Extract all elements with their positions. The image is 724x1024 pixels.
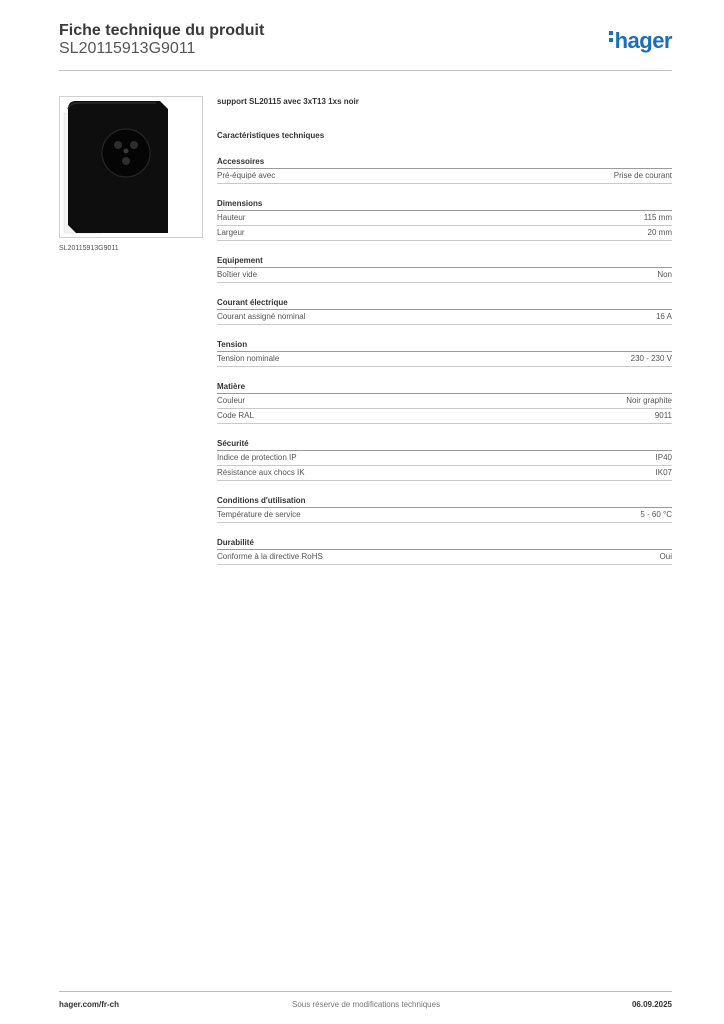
spec-label: Code RAL xyxy=(217,411,254,420)
footer-disclaimer: Sous réserve de modifications techniques xyxy=(292,1000,441,1009)
spec-row xyxy=(217,394,672,409)
spec-row xyxy=(217,310,672,325)
section-title: Accessoires xyxy=(217,156,672,169)
spec-row xyxy=(217,268,672,283)
spec-value: 16 A xyxy=(655,312,672,321)
spec-row xyxy=(217,451,672,466)
spec-row xyxy=(217,352,672,367)
hager-logo xyxy=(609,28,672,54)
spec-label: Couleur xyxy=(217,396,246,405)
spec-label: Hauteur xyxy=(217,213,246,222)
spec-section xyxy=(217,198,672,241)
spec-label: Conforme à la directive RoHS xyxy=(217,552,323,561)
spec-value: Noir graphite xyxy=(626,396,672,405)
spec-section xyxy=(217,339,672,367)
section-title: Sécurité xyxy=(217,438,672,451)
spec-value: 9011 xyxy=(654,411,672,420)
section-title: Dimensions xyxy=(217,198,672,211)
spec-value: Prise de courant xyxy=(613,171,672,180)
spec-section xyxy=(217,438,672,481)
spec-row xyxy=(217,508,672,523)
socket-product-illustration xyxy=(60,97,202,237)
spec-sections xyxy=(217,156,672,565)
section-title: Equipement xyxy=(217,255,672,268)
spec-label: Tension nominale xyxy=(217,354,280,363)
spec-row xyxy=(217,409,672,424)
spec-section xyxy=(217,156,672,184)
spec-value: 20 mm xyxy=(647,228,672,237)
spec-value: IK07 xyxy=(655,468,672,477)
image-caption: SL20115913G9011 xyxy=(59,245,119,252)
spec-value: 5 - 60 °C xyxy=(640,510,672,519)
spec-row xyxy=(217,169,672,184)
product-image xyxy=(59,96,203,238)
footer-website: hager.com/fr-ch xyxy=(59,1000,120,1009)
spec-content xyxy=(217,96,672,565)
footer-date: 06.09.2025 xyxy=(631,1000,672,1009)
logo-text: hager xyxy=(614,28,672,53)
page-title: Fiche technique du produit xyxy=(59,22,265,39)
section-title: Matière xyxy=(217,381,672,394)
spec-section xyxy=(217,381,672,424)
spec-value: Non xyxy=(657,270,672,279)
section-title: Conditions d'utilisation xyxy=(217,495,672,508)
spec-label: Largeur xyxy=(217,228,245,237)
spec-label: Résistance aux chocs IK xyxy=(217,468,305,477)
spec-section xyxy=(217,255,672,283)
page-footer xyxy=(59,991,672,1012)
tech-title: Caractéristiques techniques xyxy=(217,131,325,140)
section-title: Courant électrique xyxy=(217,297,672,310)
spec-section xyxy=(217,495,672,523)
spec-label: Boîtier vide xyxy=(217,270,258,279)
spec-value: 115 mm xyxy=(643,213,672,222)
spec-row xyxy=(217,211,672,226)
spec-label: Pré-équipé avec xyxy=(217,171,276,180)
spec-row xyxy=(217,550,672,565)
spec-section xyxy=(217,297,672,325)
spec-label: Température de service xyxy=(217,510,301,519)
section-title: Durabilité xyxy=(217,537,672,550)
product-name: support SL20115 avec 3xT13 1xs noir xyxy=(217,97,359,106)
section-title: Tension xyxy=(217,339,672,352)
spec-value: IP40 xyxy=(655,453,672,462)
logo-dots-icon xyxy=(609,31,613,45)
product-reference: SL20115913G9011 xyxy=(59,40,196,57)
page-header xyxy=(59,20,672,71)
spec-label: Indice de protection IP xyxy=(217,453,297,462)
spec-row xyxy=(217,226,672,241)
spec-value: Oui xyxy=(659,552,672,561)
spec-row xyxy=(217,466,672,481)
spec-value: 230 - 230 V xyxy=(630,354,672,363)
spec-label: Courant assigné nominal xyxy=(217,312,306,321)
spec-section xyxy=(217,537,672,565)
